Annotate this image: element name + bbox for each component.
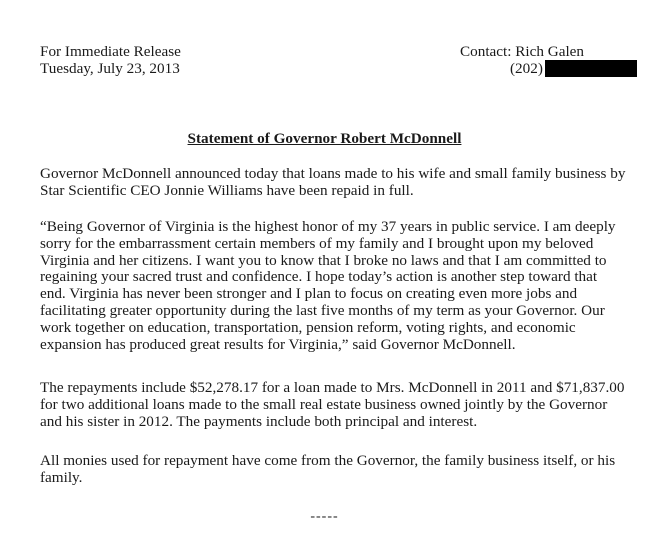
- phone-prefix: (202): [510, 60, 543, 77]
- release-date: Tuesday, July 23, 2013: [40, 60, 180, 77]
- text-line: expansion has produced great results for Virginia,” said Governor McDonnell.: [40, 335, 516, 353]
- end-separator: -----: [310, 509, 339, 524]
- paragraph-announcement: [40, 166, 632, 200]
- text-line: Star Scientific CEO Jonnie Williams have been repaid in full.: [40, 181, 414, 199]
- contact-phone: [510, 60, 637, 77]
- paragraph-monies: [40, 453, 632, 487]
- paragraph-repayments: [40, 380, 632, 430]
- contact-name: Contact: Rich Galen: [460, 43, 584, 60]
- text-line: for two additional loans made to the small real estate business owned jointly by the Governor: [40, 395, 608, 413]
- text-line: family.: [40, 468, 83, 486]
- text-line: Virginia and her citizens. I want you to know that I broke no laws and that I am committed to: [40, 251, 607, 269]
- text-line: work together on education, transportation, pension reform, voting rights, and economic: [40, 318, 576, 336]
- statement-title: Statement of Governor Robert McDonnell: [187, 130, 462, 147]
- text-line: and his sister in 2012. The payments include both principal and interest.: [40, 412, 478, 430]
- text-line: “Being Governor of Virginia is the highest honor of my 37 years in public service. I am deeply: [40, 218, 616, 235]
- text-line: end. Virginia has never been stronger and I plan to focus on creating even more jobs and: [40, 285, 578, 303]
- release-label: For Immediate Release: [40, 43, 181, 60]
- text-line: regaining your sacred trust and confidence. I hope today’s action is another step toward that: [40, 268, 598, 286]
- text-line: The repayments include $52,278.17 for a loan made to Mrs. McDonnell in 2011 and $71,837.00: [40, 379, 625, 396]
- redaction-bar: [545, 60, 637, 77]
- text-line: facilitating greater opportunity during the last five months of my term as your Governor. Our: [40, 301, 605, 319]
- text-line: sorry for the embarrassment certain members of my family and I brought upon my beloved: [40, 234, 594, 252]
- text-line: Governor McDonnell announced today that loans made to his wife and small family business by: [40, 165, 626, 182]
- text-line: All monies used for repayment have come from the Governor, the family business itself, or his: [40, 452, 616, 469]
- paragraph-quote: [40, 219, 632, 353]
